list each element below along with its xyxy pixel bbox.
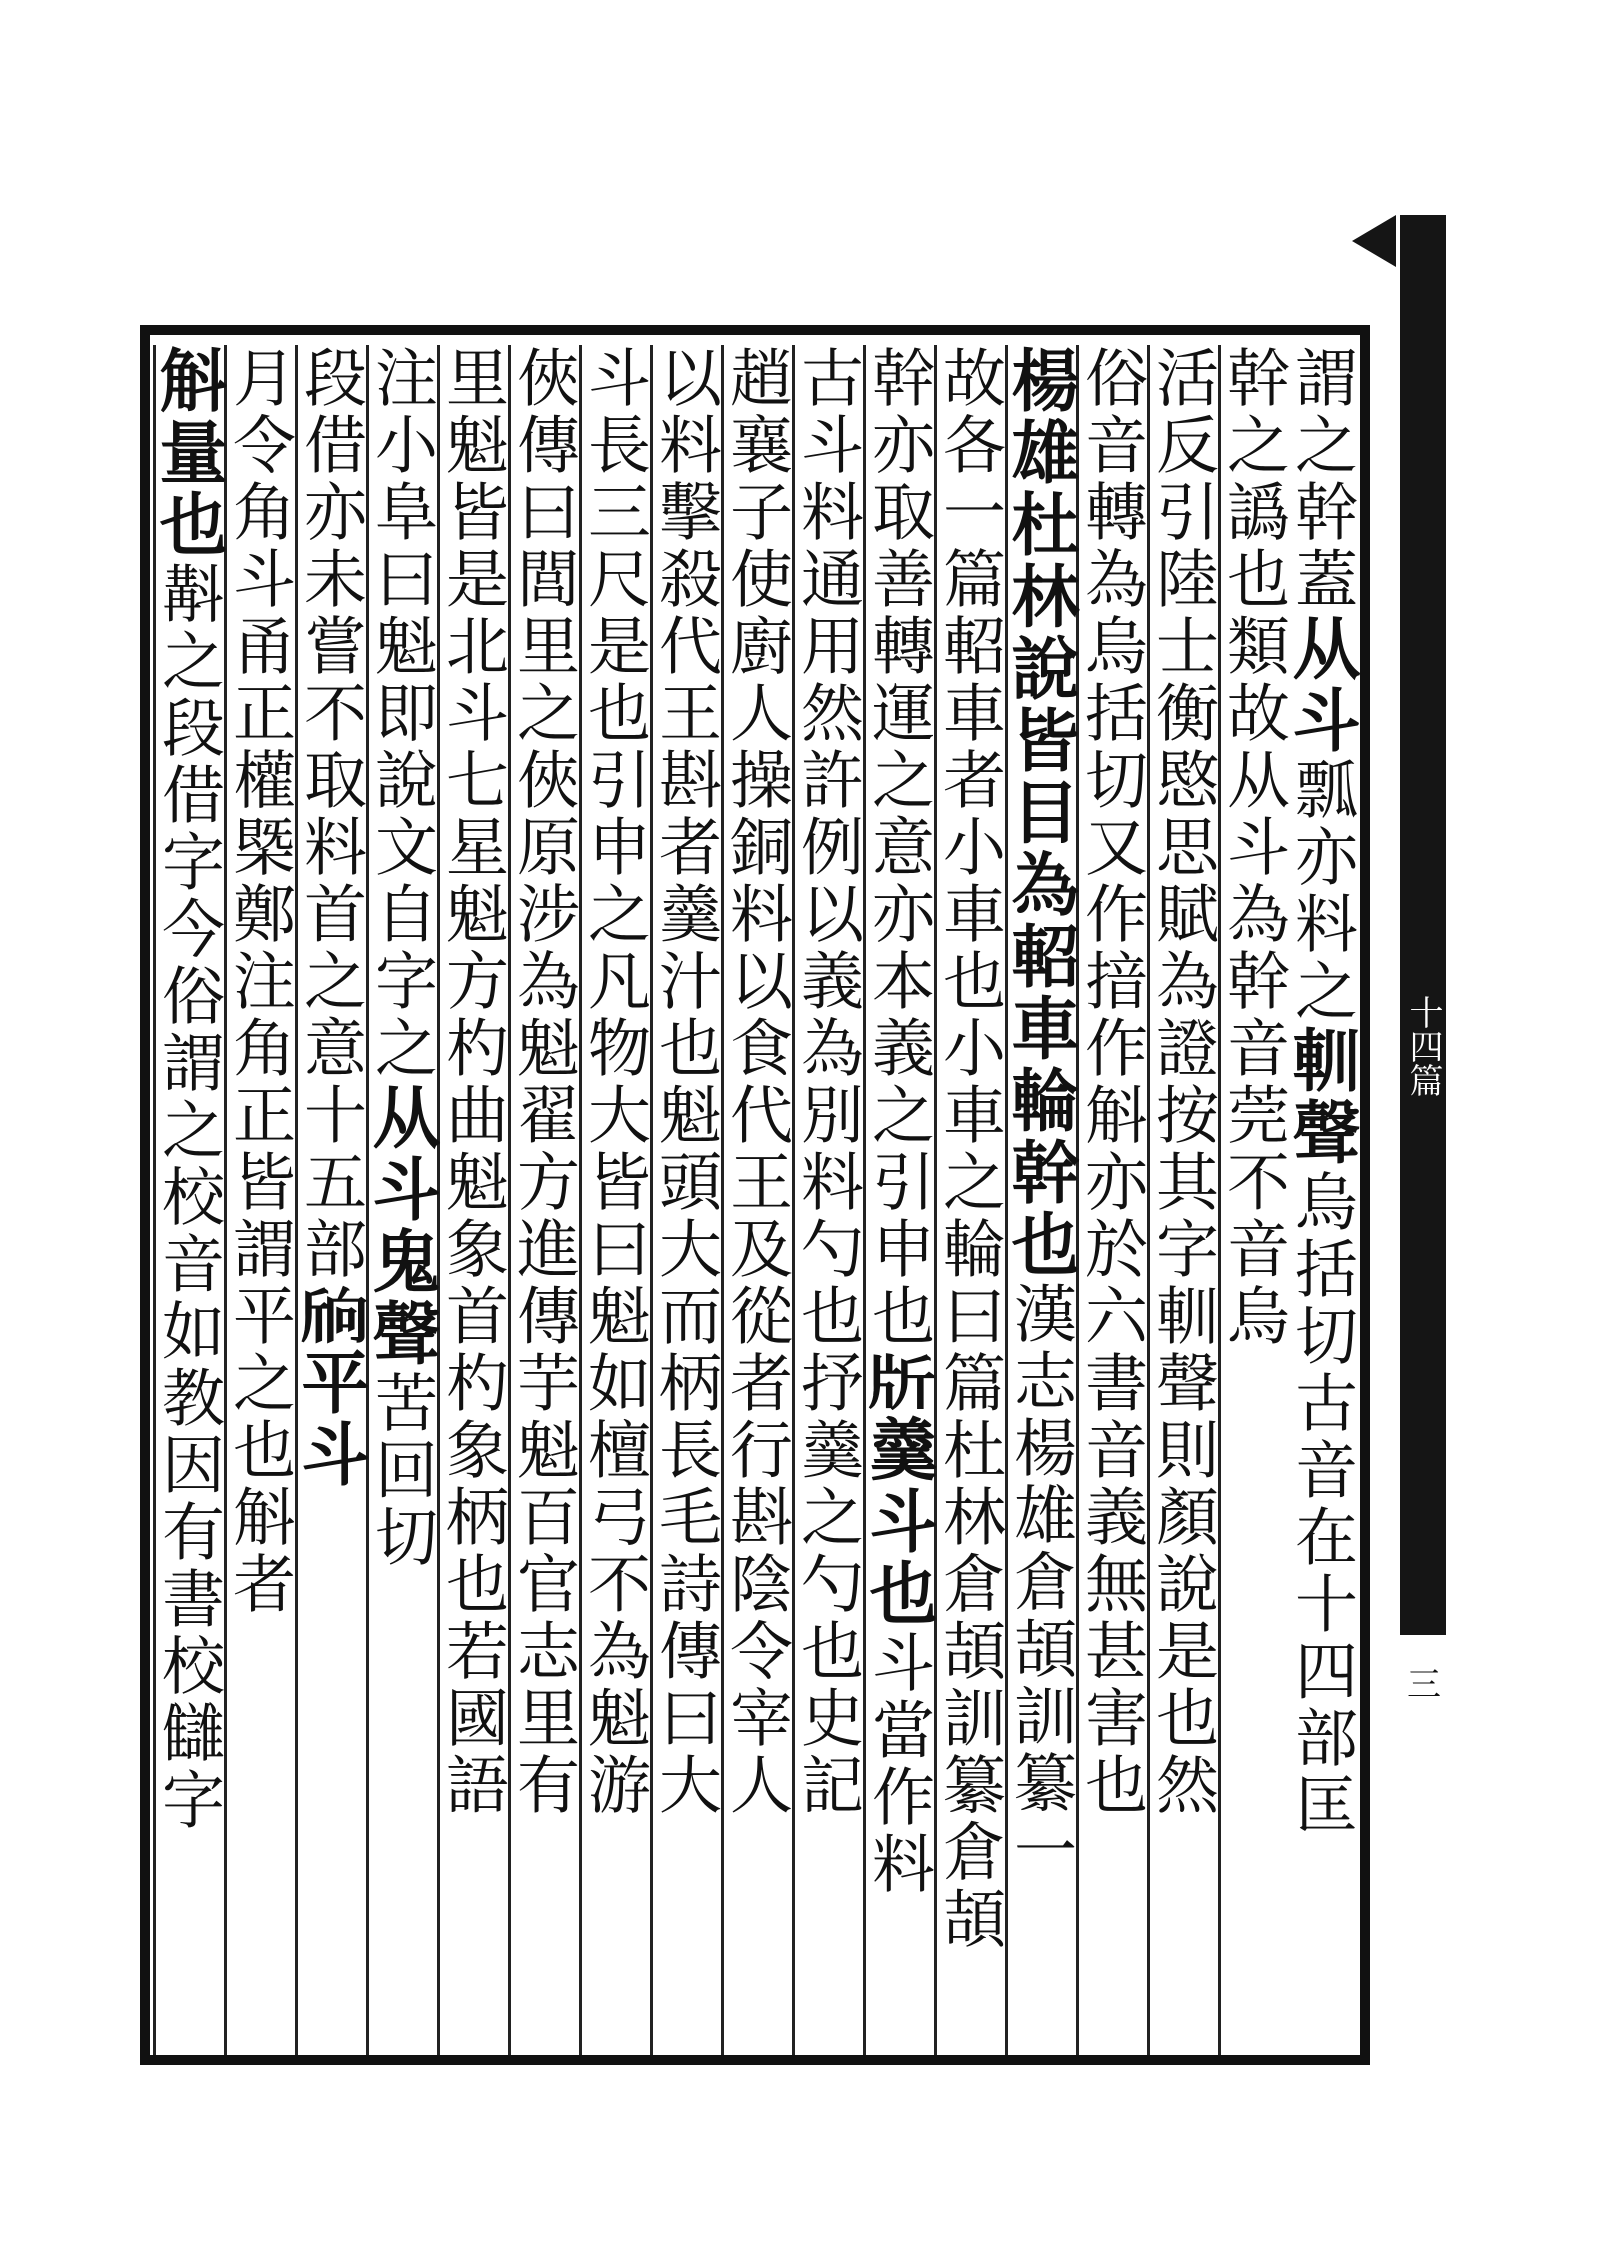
text-column xyxy=(1000,345,1080,2055)
text-column xyxy=(650,345,724,2055)
commentary-text: 謂之幹蓋 xyxy=(1285,345,1358,613)
commentary-text: 幹亦取善轉運之意亦本義之引申也 xyxy=(862,345,935,1350)
binding-strip xyxy=(1392,215,1454,1705)
commentary-text: 類故从斗為幹音莞不音烏 xyxy=(1217,613,1290,1350)
commentary-text: 十五部 xyxy=(294,1082,367,1283)
text-column xyxy=(579,345,653,2055)
commentary-text: 斗當作料 xyxy=(862,1630,935,1898)
seal-script-glyph: 𣂔 xyxy=(857,1350,939,1414)
commentary-text: 瓢亦料之 xyxy=(1285,757,1358,1025)
commentary-text: 苦回切 xyxy=(365,1370,438,1571)
text-column xyxy=(508,345,582,2055)
commentary-text: 以料擊殺代王斟者羹汁也魁頭大而柄長毛詩傳曰大 xyxy=(649,345,722,1819)
folio-number: 三 xyxy=(1407,1665,1441,1705)
text-column xyxy=(857,345,939,2055)
commentary-text: 斗長三尺是也引申之凡物大皆曰魁如檀弓不為魁游 xyxy=(578,345,651,1819)
commentary-text: 里魁皆是北斗七星魁方杓曲魁象首杓象柄也若國語 xyxy=(436,345,509,1819)
commentary-text: 注小阜曰魁即說文自字之 xyxy=(365,345,438,1082)
headword-text: 从斗 xyxy=(1281,613,1361,757)
section-label: 十四篇 xyxy=(1403,995,1443,1097)
headword-text: 羹斗也 xyxy=(858,1414,938,1630)
text-column xyxy=(721,345,795,2055)
text-column xyxy=(361,345,441,2055)
commentary-text: 趙襄子使廚人操銅料以食代王及從者行斟陰令宰人 xyxy=(720,345,793,1819)
commentary-text: 故各一篇軺車者小車也小車之輪曰 xyxy=(933,345,1006,1350)
binding-bar xyxy=(1400,215,1446,1635)
commentary-text: 活反引陸士衡愍思賦為證按其字䡅聲則顏說是也然 xyxy=(1146,345,1219,1819)
text-column xyxy=(1218,345,1292,2055)
text-column xyxy=(224,345,298,2055)
commentary-text: 俠傳曰閭里之俠原涉為魁翟方進傳芋魁百官志里有 xyxy=(507,345,580,1819)
commentary-text: 段借亦未嘗不取料首之意 xyxy=(294,345,367,1082)
text-column xyxy=(934,345,1008,2055)
commentary-text: 俗音轉為烏括切又作揞作斛亦於六書音義無甚害也 xyxy=(1075,345,1148,1819)
commentary-text: 烏括切古音在十四部匡 xyxy=(1285,1169,1358,1839)
text-column xyxy=(1147,345,1221,2055)
text-column xyxy=(1076,345,1150,2055)
commentary-text: 漢志楊雄倉頡訓纂一 xyxy=(1004,1281,1077,1884)
headword-text: 平斗 xyxy=(290,1347,370,1491)
commentary-text: 篇杜林倉頡訓纂倉頡 xyxy=(933,1350,1006,1953)
headword-text: 楊雄杜林說皆目為軺車輪幹也 xyxy=(1000,345,1080,1281)
headword-text: 斛量也 xyxy=(148,345,228,561)
text-column xyxy=(792,345,866,2055)
text-column xyxy=(437,345,511,2055)
headword-text: 䡅聲 xyxy=(1281,1025,1361,1169)
fishtail-mark xyxy=(1352,215,1396,267)
text-column xyxy=(1281,345,1361,2055)
commentary-text: 斠之段借字今俗謂之校音如教因有書校讎字 xyxy=(152,561,225,1834)
seal-script-glyph: 𣂝 xyxy=(289,1283,371,1347)
commentary-text: 幹之譌也 xyxy=(1217,345,1290,613)
text-column xyxy=(289,345,371,2055)
headword-text: 从斗鬼聲 xyxy=(361,1082,441,1370)
commentary-text: 月令角斗甬正權槩鄭注角正皆謂平之也斛者 xyxy=(223,345,296,1618)
text-column xyxy=(148,345,228,2055)
commentary-text: 古斗料通用然許例以義為別料勺也抒羹之勺也史記 xyxy=(791,345,864,1819)
